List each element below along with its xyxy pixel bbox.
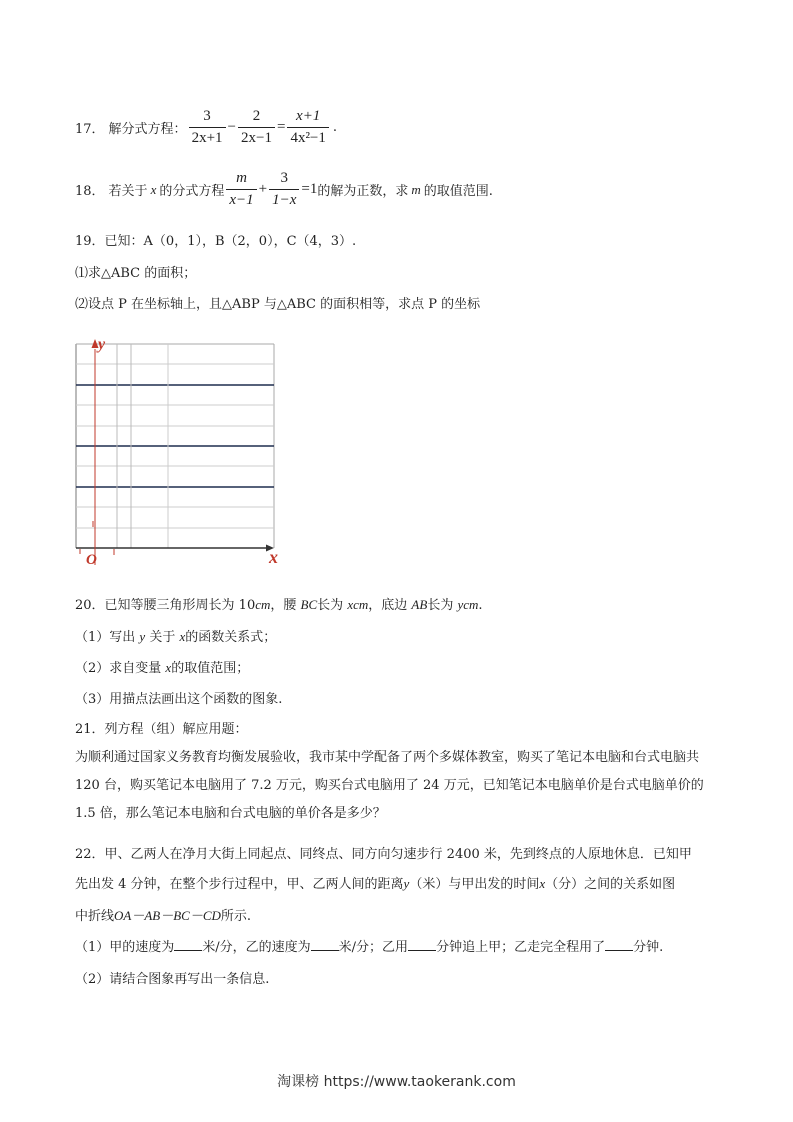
answer-blank[interactable] bbox=[174, 938, 202, 951]
q19-stem: 19．已知：A（0，1），B（2，0），C（4，3）. bbox=[75, 234, 357, 249]
q22-line2: 先出发 4 分钟，在整个步行过程中，甲、乙两人间的距离y（米）与甲出发的时间x（分）之间的关系如图 bbox=[75, 876, 676, 892]
q17: 17． 解分式方程： $\frac{3}{2x+1}$ − $\frac{2}{2x-1}$ = $\frac{x+1}{\text{4x²−1}}$ . bbox=[75, 108, 338, 146]
q19-part1: ⑴求△ABC 的面积； bbox=[75, 266, 197, 281]
origin-label: O bbox=[86, 552, 97, 568]
footer-watermark: 淘课榜 https://www.taokerank.com bbox=[277, 1074, 516, 1090]
q18-number: 18． bbox=[75, 184, 105, 199]
q18-fraction-1: $\frac{m}{x-1}$ bbox=[226, 170, 256, 209]
q20-stem: 20．已知等腰三角形周长为 10cm，腰 BC长为 xcm，底边 AB长为 ycm. bbox=[75, 597, 483, 613]
x-axis-label: x bbox=[269, 547, 278, 567]
q19-part2: ⑵设点 P 在坐标轴上，且△ABP 与△ABC 的面积相等，求点 P 的坐标 bbox=[75, 297, 481, 312]
q17-fraction-2: $\frac{2}{2x-1}$ bbox=[238, 108, 275, 147]
coordinate-grid bbox=[70, 335, 290, 575]
q17-fraction-1: $\frac{3}{2x+1}$ bbox=[189, 108, 226, 147]
q18: 18． 若关于 x 的分式方程 $\frac{m}{x-1}$ + $\frac{3}{1-x}$ =1 的解为正数，求 m 的取值范围. bbox=[75, 170, 493, 208]
q22-line1: 22．甲、乙两人在净月大街上同起点、同终点、同方向匀速步行 2400 米，先到终点的人原地休息．已知甲 bbox=[75, 847, 692, 862]
q22-part1: （1）甲的速度为 米/分，乙的速度为 米/分；乙用 分钟追上甲；乙走完全程用了 分钟. bbox=[75, 940, 664, 955]
q22-line3: 中折线OA－AB－BC－CD所示. bbox=[75, 908, 252, 924]
q20-part1: （1）写出 y 关于 x的函数关系式； bbox=[75, 629, 277, 645]
q21-body: 为顺利通过国家义务教育均衡发展验收，我市某中学配备了两个多媒体教室，购买了笔记本电脑和台式电脑共 120 台，购买笔记本电脑用了 7.2 万元，购买台式电脑用了 24 万元，已知笔记本电脑单价是台式电脑单价的 1.5 倍，那么笔记本电脑和台式电脑的单价各是多少？ bbox=[75, 750, 704, 821]
q21-stem: 21．列方程（组）解应用题： bbox=[75, 722, 248, 737]
q22-part2: （2）请结合图象再写出一条信息. bbox=[75, 972, 270, 987]
q17-prompt: 解分式方程： bbox=[108, 122, 187, 137]
q20-part2: （2）求自变量 x的取值范围； bbox=[75, 660, 250, 676]
q17-number: 17． bbox=[75, 122, 105, 137]
answer-blank[interactable] bbox=[311, 938, 339, 951]
q17-fraction-3: $\frac{x+1}{\text{4x²−1}}$ bbox=[287, 108, 328, 147]
answer-blank[interactable] bbox=[605, 938, 633, 951]
q20-part3: （3）用描点法画出这个函数的图象. bbox=[75, 692, 283, 707]
q18-fraction-2: $\frac{3}{1-x}$ bbox=[269, 170, 299, 209]
y-axis-label: y bbox=[98, 336, 106, 353]
answer-blank[interactable] bbox=[408, 938, 436, 951]
